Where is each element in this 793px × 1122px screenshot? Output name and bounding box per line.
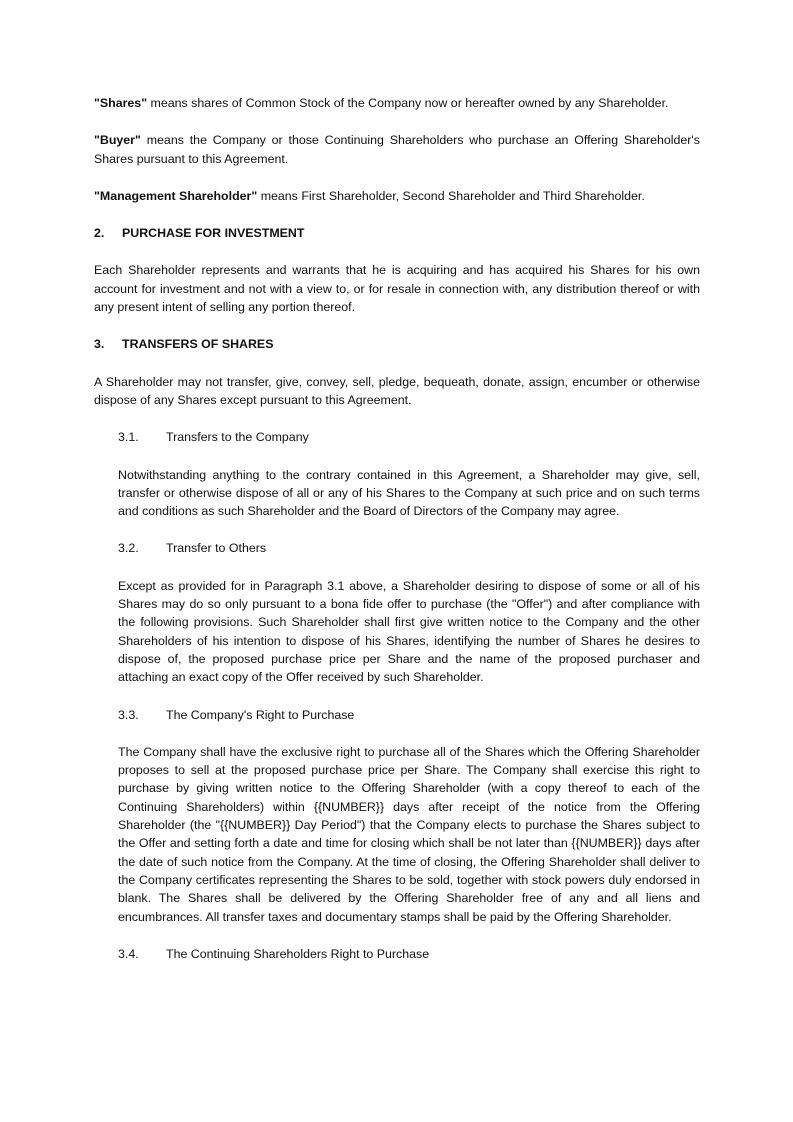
definition-term: "Shares" [94, 96, 148, 110]
subsection-3-1 [118, 428, 700, 520]
subsection-number: 3.1. [118, 430, 139, 445]
subsection-3-3 [118, 706, 700, 926]
section-2-body: Each Shareholder represents and warrants that he is acquiring and has acquired his Shares for his own account for investment and not with a view to, or for resale in connection with, any distribution thereof or with any present intent of selling any portion thereof. [94, 263, 700, 315]
definition-text: means shares of Common Stock of the Company now or hereafter owned by any Shareholder. [150, 96, 669, 110]
definition-text: means the Company or those Continuing Shareholders who purchase an Offering Shareholder's Shares pursuant to this Agreement. [94, 133, 700, 166]
subsection-heading [118, 706, 700, 724]
section-title: TRANSFERS OF SHARES [122, 337, 274, 352]
subsection-title: The Continuing Shareholders Right to Purchase [166, 946, 430, 961]
section-title: PURCHASE FOR INVESTMENT [122, 226, 305, 241]
definition-management-shareholder [94, 187, 700, 205]
subsection-heading [118, 428, 700, 446]
section-heading-3 [94, 335, 700, 353]
subsection-body: Notwithstanding anything to the contrary contained in this Agreement, a Shareholder may give, sell, transfer or otherwise dispose of all or any of his Shares to the Company at such price and on such terms and conditions as such Shareholder and the Board of Directors of the Company may agree. [118, 467, 700, 519]
definition-buyer [94, 131, 700, 168]
section-3-body: A Shareholder may not transfer, give, convey, sell, pledge, bequeath, donate, assign, encumber or otherwise dispose of any Shares except pursuant to this Agreement. [94, 374, 700, 407]
document-page [94, 94, 700, 963]
section-number: 3. [94, 337, 105, 352]
section-number: 2. [94, 226, 105, 241]
subsection-number: 3.4. [118, 946, 139, 961]
definition-text: means First Shareholder, Second Shareholder and Third Shareholder. [260, 188, 645, 203]
subsection-title: Transfers to the Company [166, 430, 309, 445]
subsection-3-2 [118, 539, 700, 686]
definition-term: "Buyer" [94, 133, 141, 148]
section-heading-2 [94, 224, 700, 242]
subsection-title: Transfer to Others [166, 541, 267, 556]
subsection-body: The Company shall have the exclusive right to purchase all of the Shares which the Offering Shareholder proposes to sell at the proposed purchase price per Share. The Company shall exercise this right to purchase by giving written notice to the Offering Shareholder (with a copy thereof to each of the Continuing Shareholders) within {{NUMBER}} days after receipt of the notice from the Offering Shareholder (the "{{NUMBER}} Day Period") that the Company elects to purchase the Shares subject to the Offer and setting forth a date and time for closing which shall be not later than {{NUMBER}} days after the date of such notice from the Company. At the time of closing, the Offering Shareholder shall deliver to the Company certificates representing the Shares to be sold, together with stock powers duly endorsed in blank. The Shares shall be delivered by the Offering Shareholder free of any and all liens and encumbrances. All transfer taxes and documentary stamps shall be paid by the Offering Shareholder. [118, 744, 700, 924]
subsection-3-4 [118, 945, 700, 963]
subsection-number: 3.2. [118, 541, 139, 556]
subsection-number: 3.3. [118, 707, 139, 722]
subsection-heading [118, 945, 700, 963]
definition-shares [94, 94, 700, 112]
subsection-body: Except as provided for in Paragraph 3.1 above, a Shareholder desiring to dispose of some or all of his Shares may do so only pursuant to a bona fide offer to purchase (the "Offer") and after compliance with the following provisions. Such Shareholder shall first give written notice to the Company and the other Shareholders of his intention to dispose of his Shares, identifying the number of Shares he desires to dispose of, the proposed purchase price per Share and the name of the proposed purchaser and attaching an exact copy of the Offer received by such Shareholder. [118, 578, 700, 685]
definition-term: "Management Shareholder" [94, 188, 258, 203]
subsection-title: The Company's Right to Purchase [166, 707, 355, 722]
subsection-heading [118, 539, 700, 557]
